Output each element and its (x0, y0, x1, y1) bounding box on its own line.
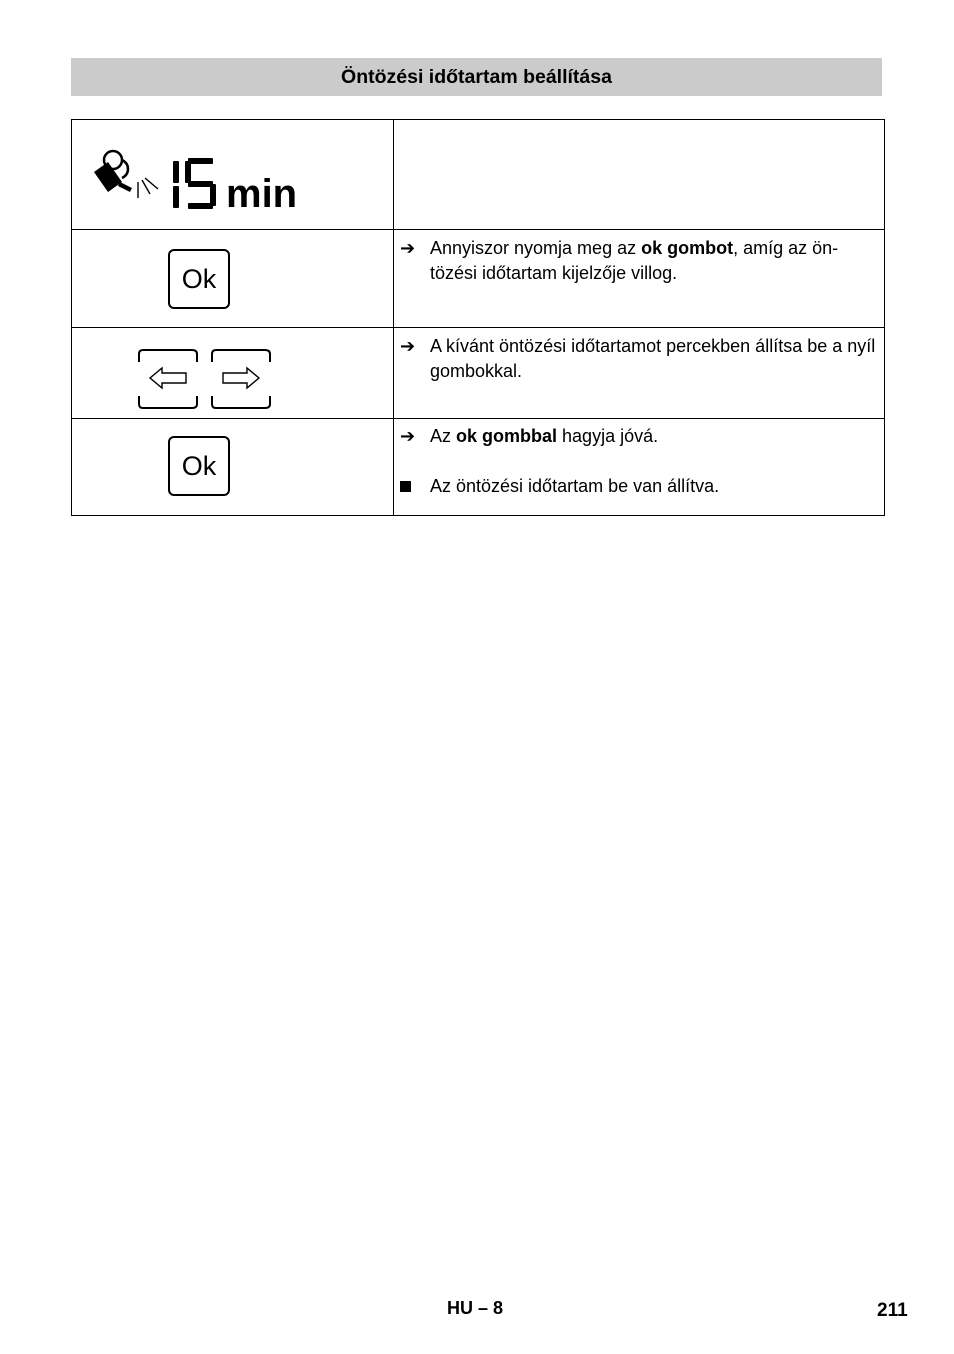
display-unit: min (226, 172, 298, 216)
page-number: 211 (877, 1300, 908, 1321)
section-title: Öntözési időtartam beállítása (341, 65, 612, 88)
step-row-3 (72, 419, 885, 516)
left-arrow-key-icon (139, 350, 197, 408)
arrow-right-icon: ➔ (400, 336, 416, 356)
ok-key-label: Ok (181, 450, 217, 481)
ok-key-icon (168, 249, 230, 309)
step-1-text: Annyiszor nyomja meg az ok gombot, amíg az ön-tözési időtartam kijelzője villog. (430, 238, 839, 283)
seven-segment-15 (173, 158, 216, 209)
ok-key-icon (168, 436, 230, 496)
footer-section-label: HU – 8 (447, 1298, 504, 1318)
step-2-text-cell (394, 328, 885, 419)
step-3-text-cell (394, 419, 885, 516)
step-3-text: Az ok gombbal hagyja jóvá. (430, 426, 659, 446)
right-arrow-key-icon (212, 350, 270, 408)
display-text-cell (394, 120, 885, 230)
arrow-keys-icon (136, 348, 276, 414)
step-row-2 (72, 328, 885, 419)
display-cell (72, 120, 394, 230)
step-2-icon-cell (72, 328, 394, 419)
step-row-1 (72, 230, 885, 328)
steps-table (71, 119, 885, 516)
watering-display-icon (92, 148, 312, 218)
watering-can-icon (94, 151, 158, 198)
arrow-right-icon: ➔ (400, 238, 416, 258)
step-3-icon-cell (72, 419, 394, 516)
display-row (72, 120, 885, 230)
step-3-line (400, 424, 882, 449)
step-1-text-cell (394, 230, 885, 328)
result-text: Az öntözési időtartam be van állítva. (430, 476, 720, 496)
ok-key-label: Ok (181, 263, 217, 294)
step-2-text: A kívánt öntözési időtartamot percekben állítsa be a nyíl gombokkal. (430, 336, 876, 381)
result-square-icon (400, 474, 420, 499)
arrow-right-icon: ➔ (400, 426, 416, 446)
step-2-line (400, 334, 882, 384)
section-title-bar (71, 58, 882, 96)
step-1-line (400, 236, 882, 286)
result-line (400, 474, 882, 499)
step-1-icon-cell (72, 230, 394, 328)
